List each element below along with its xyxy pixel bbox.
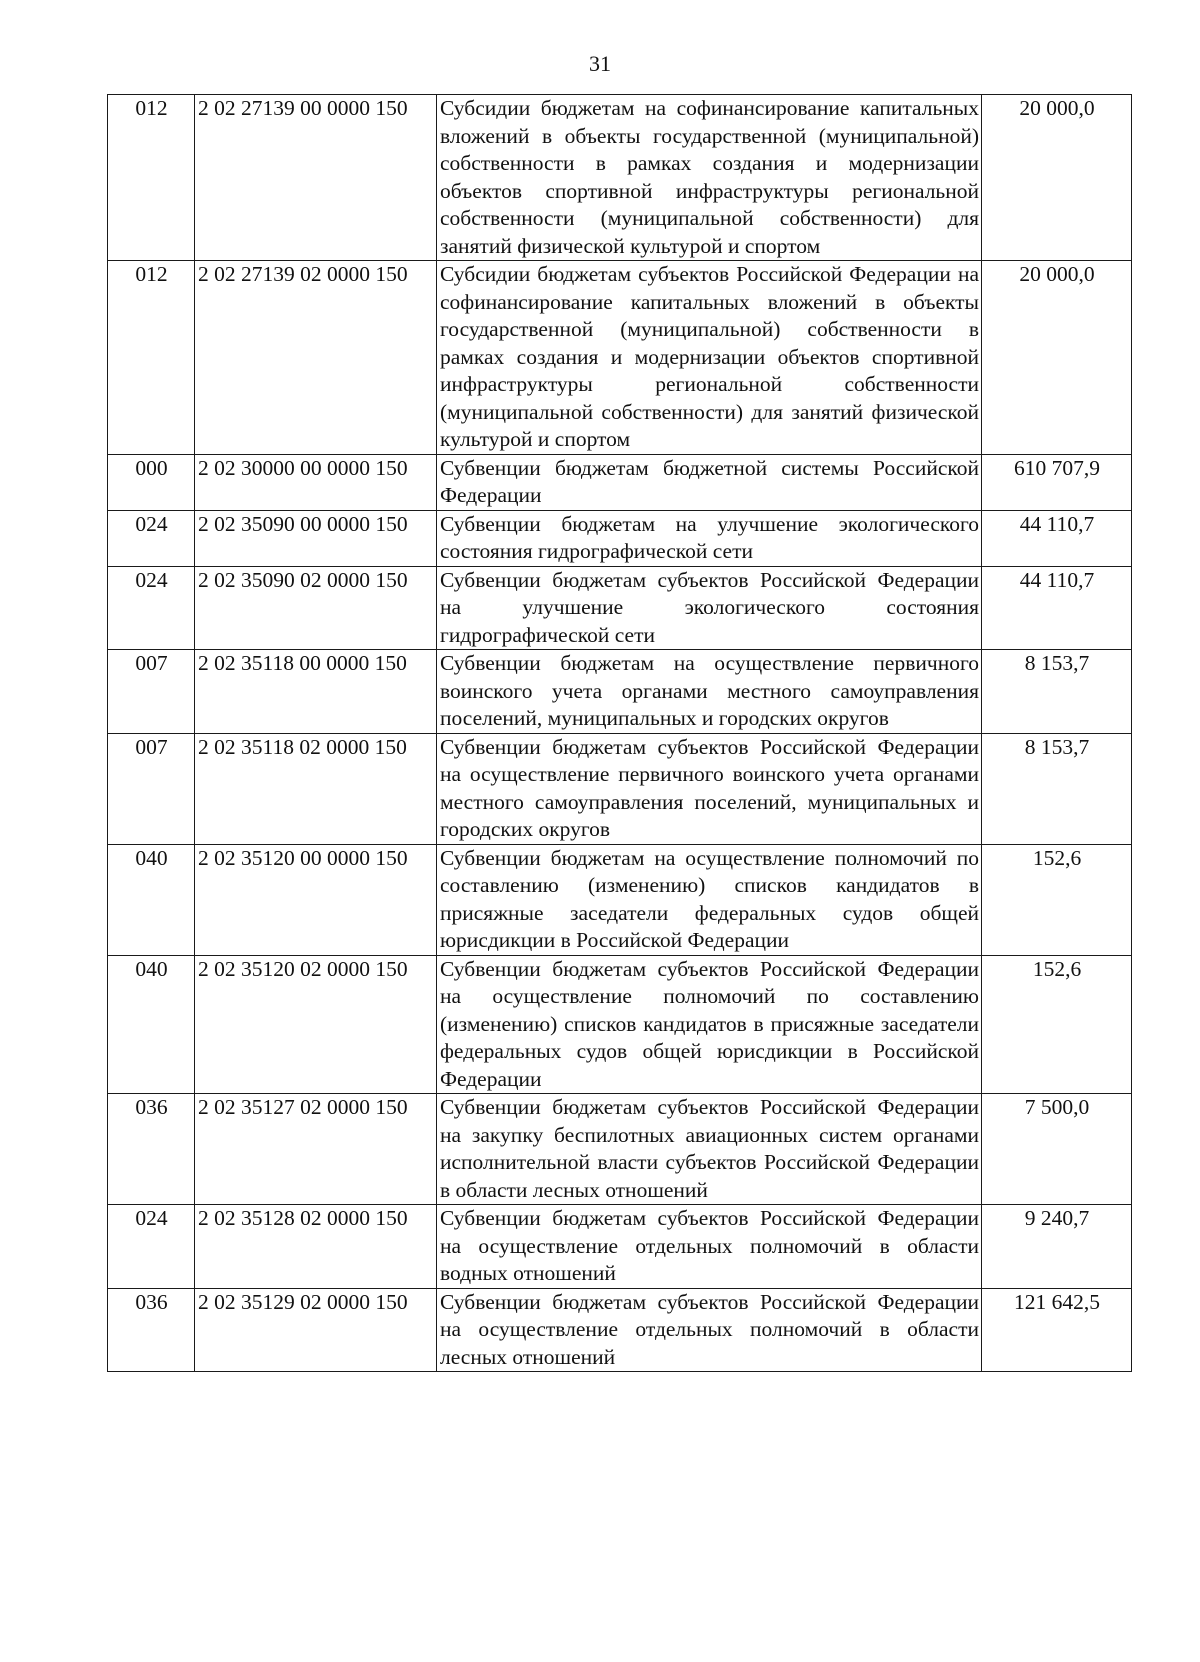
amount-cell: 8 153,7 [982, 733, 1132, 844]
admin-code-cell: 007 [108, 650, 195, 734]
amount-cell: 20 000,0 [982, 261, 1132, 455]
revenue-name-cell: Субвенции бюджетам субъектов Российской Федерации на осуществление первичного воинского учета органами местного самоуправления поселений, муниципальных и городских округов [437, 733, 982, 844]
budget-classification-code-cell: 2 02 35129 02 0000 150 [195, 1288, 437, 1372]
admin-code-cell: 036 [108, 1288, 195, 1372]
admin-code-cell: 012 [108, 261, 195, 455]
budget-classification-code-cell: 2 02 35128 02 0000 150 [195, 1205, 437, 1289]
amount-cell: 7 500,0 [982, 1094, 1132, 1205]
revenue-name-cell: Субвенции бюджетам субъектов Российской Федерации на осуществление полномочий по составлению (изменению) списков кандидатов в присяжные заседатели федеральных судов общей юрисдикции в Российской Федерации [437, 955, 982, 1094]
admin-code-cell: 024 [108, 566, 195, 650]
table-row [108, 95, 1132, 261]
amount-cell: 152,6 [982, 955, 1132, 1094]
budget-classification-code-cell: 2 02 35118 00 0000 150 [195, 650, 437, 734]
admin-code-cell: 040 [108, 955, 195, 1094]
budget-classification-code-cell: 2 02 30000 00 0000 150 [195, 454, 437, 510]
table-row [108, 261, 1132, 455]
revenue-name-cell: Субвенции бюджетам на улучшение экологического состояния гидрографической сети [437, 510, 982, 566]
amount-cell: 9 240,7 [982, 1205, 1132, 1289]
revenue-name-cell: Субвенции бюджетам бюджетной системы Российской Федерации [437, 454, 982, 510]
revenue-name-cell: Субвенции бюджетам субъектов Российской Федерации на закупку беспилотных авиационных систем органами исполнительной власти субъектов Российской Федерации в области лесных отношений [437, 1094, 982, 1205]
table-row [108, 1094, 1132, 1205]
revenue-name-cell: Субвенции бюджетам на осуществление первичного воинского учета органами местного самоуправления поселений, муниципальных и городских округов [437, 650, 982, 734]
amount-cell: 610 707,9 [982, 454, 1132, 510]
table-row [108, 454, 1132, 510]
admin-code-cell: 000 [108, 454, 195, 510]
revenue-name-cell: Субсидии бюджетам субъектов Российской Федерации на софинансирование капитальных вложений в объекты государственной (муниципальной) собственности в рамках создания и модернизации объектов спортивной инфраструктуры региональной собственности (муниципальной собственности) для занятий физической культурой и спортом [437, 261, 982, 455]
admin-code-cell: 024 [108, 510, 195, 566]
revenue-name-cell: Субвенции бюджетам на осуществление полномочий по составлению (изменению) списков кандидатов в присяжные заседатели федеральных судов общей юрисдикции в Российской Федерации [437, 844, 982, 955]
budget-classification-code-cell: 2 02 35118 02 0000 150 [195, 733, 437, 844]
admin-code-cell: 024 [108, 1205, 195, 1289]
admin-code-cell: 007 [108, 733, 195, 844]
revenue-name-cell: Субсидии бюджетам на софинансирование капитальных вложений в объекты государственной (муниципальной) собственности в рамках создания и модернизации объектов спортивной инфраструктуры региональной собственности (муниципальной собственности) для занятий физической культурой и спортом [437, 95, 982, 261]
page-number: 31 [589, 51, 611, 76]
admin-code-cell: 012 [108, 95, 195, 261]
budget-classification-code-cell: 2 02 35127 02 0000 150 [195, 1094, 437, 1205]
table-row [108, 650, 1132, 734]
budget-revenue-table [107, 94, 1132, 1372]
budget-classification-code-cell: 2 02 27139 02 0000 150 [195, 261, 437, 455]
budget-classification-code-cell: 2 02 35120 00 0000 150 [195, 844, 437, 955]
amount-cell: 121 642,5 [982, 1288, 1132, 1372]
revenue-name-cell: Субвенции бюджетам субъектов Российской Федерации на осуществление отдельных полномочий в области лесных отношений [437, 1288, 982, 1372]
budget-classification-code-cell: 2 02 27139 00 0000 150 [195, 95, 437, 261]
budget-classification-code-cell: 2 02 35120 02 0000 150 [195, 955, 437, 1094]
amount-cell: 20 000,0 [982, 95, 1132, 261]
budget-classification-code-cell: 2 02 35090 02 0000 150 [195, 566, 437, 650]
table-row [108, 844, 1132, 955]
table-row [108, 566, 1132, 650]
table-row [108, 510, 1132, 566]
admin-code-cell: 036 [108, 1094, 195, 1205]
table-row [108, 955, 1132, 1094]
amount-cell: 8 153,7 [982, 650, 1132, 734]
table-row [108, 1288, 1132, 1372]
amount-cell: 44 110,7 [982, 566, 1132, 650]
amount-cell: 152,6 [982, 844, 1132, 955]
amount-cell: 44 110,7 [982, 510, 1132, 566]
table-row [108, 733, 1132, 844]
budget-classification-code-cell: 2 02 35090 00 0000 150 [195, 510, 437, 566]
revenue-name-cell: Субвенции бюджетам субъектов Российской Федерации на осуществление отдельных полномочий в области водных отношений [437, 1205, 982, 1289]
table-row [108, 1205, 1132, 1289]
revenue-name-cell: Субвенции бюджетам субъектов Российской Федерации на улучшение экологического состояния гидрографической сети [437, 566, 982, 650]
admin-code-cell: 040 [108, 844, 195, 955]
